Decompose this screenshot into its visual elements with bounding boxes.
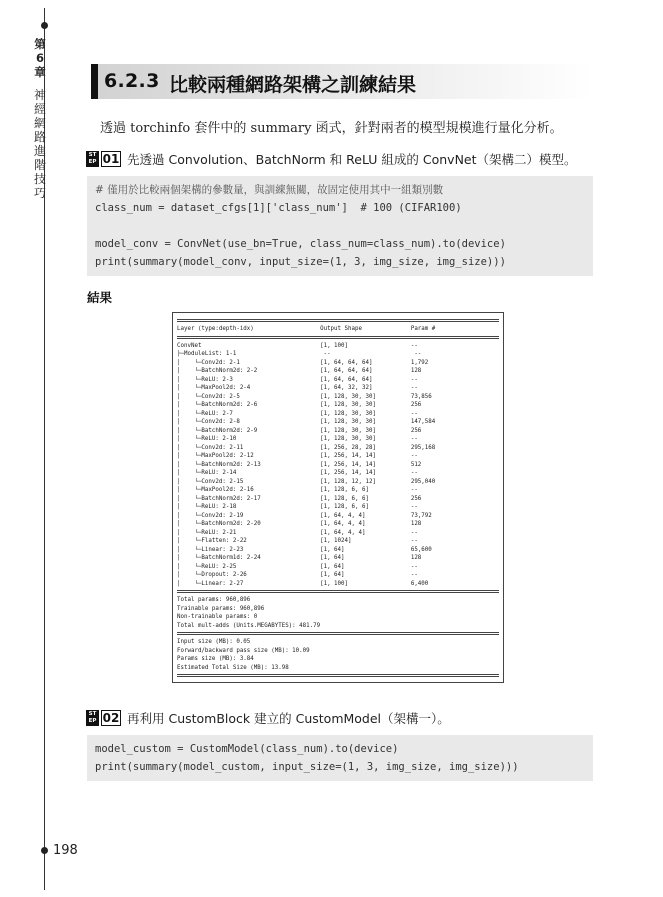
summary-row: │ └─ReLU: 2-7 [1, 128, 30, 30] -- (177, 410, 418, 417)
summary-row: │ └─BatchNorm2d: 2-6 [1, 128, 30, 30] 256 (177, 402, 422, 408)
summary-row: │ └─BatchNorm2d: 2-9 [1, 128, 30, 30] 256 (177, 427, 422, 434)
summary-total-line: Non-trainable params: 0 (177, 614, 258, 620)
summary-size-line: Params size (MB): 3.84 (177, 656, 254, 662)
summary-size-line: Estimated Total Size (MB): 13.98 (177, 664, 289, 671)
step-badge (86, 710, 99, 726)
step-number: 01 (102, 152, 120, 166)
summary-size-line: Forward/backward pass size (MB): 10.09 (177, 647, 310, 654)
summary-output (172, 312, 504, 683)
summary-row: │ └─ReLU: 2-3 [1, 64, 64, 64] -- (177, 376, 418, 383)
code-comment: # 僅用於比較兩個架構的參數量，與訓練無關，故固定使用其中一組類別數 (95, 184, 444, 196)
step-02 (86, 709, 450, 727)
summary-row: │ └─Conv2d: 2-11 [1, 256, 28, 28] 295,168 (177, 444, 436, 451)
summary-row: │ └─Conv2d: 2-19 [1, 64, 4, 4] 73,792 (177, 512, 432, 519)
margin-bullet-bottom (41, 847, 48, 854)
section-header (91, 64, 593, 99)
section-number: 6.2.3 (104, 70, 160, 92)
separator (177, 674, 499, 677)
summary-row: │ └─BatchNorm2d: 2-13 [1, 256, 14, 14] 512 (177, 461, 422, 468)
intro-paragraph: 透過 torchinfo 套件中的 summary 函式，針對兩者的模型規模進行量化分析。 (100, 121, 563, 136)
code-line: model_conv = ConvNet(use_bn=True, class_num=class_num).to(device) (95, 238, 506, 250)
step-badge-top: ST (88, 152, 97, 158)
summary-rows (177, 342, 499, 589)
summary-row: │ └─MaxPool2d: 2-16 [1, 128, 6, 6] -- (177, 487, 418, 493)
code-line: print(summary(model_conv, input_size=(1, 3, img_size, img_size))) (95, 256, 506, 268)
summary-total-line: Total mult-adds (Units.MEGABYTES): 481.79 (177, 622, 321, 629)
summary-row: │ └─ReLU: 2-10 [1, 128, 30, 30] -- (177, 436, 418, 442)
summary-row: │ └─MaxPool2d: 2-4 [1, 64, 32, 32] -- (177, 385, 418, 391)
step-badge (86, 151, 99, 167)
code-block-convnet (87, 176, 593, 276)
chapter-label: 第6章 (34, 37, 46, 79)
summary-row: │ └─BatchNorm1d: 2-24 [1, 64] 128 (177, 555, 422, 561)
chapter-topic: 神經網路進階技巧 (33, 88, 46, 200)
summary-row: │ └─ReLU: 2-21 [1, 64, 4, 4] -- (177, 529, 418, 536)
summary-row: │ └─ReLU: 2-18 [1, 128, 6, 6] -- (177, 504, 418, 510)
separator (177, 319, 499, 322)
summary-row: │ └─Conv2d: 2-8 [1, 128, 30, 30] 147,584 (177, 419, 436, 425)
summary-row: │ └─MaxPool2d: 2-12 [1, 256, 14, 14] -- (177, 453, 418, 459)
margin-bullet-top (41, 22, 48, 29)
result-label: 結果 (87, 290, 113, 305)
step-number: 02 (102, 711, 120, 725)
section-header-bar (91, 64, 98, 99)
summary-row: ├─ModuleList: 1-1 -- -- (177, 351, 422, 357)
section-title: 比較兩種網路架構之訓練結果 (169, 74, 417, 96)
summary-sizes (177, 638, 499, 672)
summary-row: │ └─BatchNorm2d: 2-2 [1, 64, 64, 64] 128 (177, 368, 422, 374)
summary-row: │ └─Flatten: 2-22 [1, 1024] -- (177, 538, 418, 544)
step-badge-bottom: EP (88, 159, 97, 165)
summary-row: │ └─Linear: 2-23 [1, 64] 65,600 (177, 546, 432, 553)
summary-total-line: Trainable params: 960,896 (177, 605, 265, 612)
summary-row: │ └─Conv2d: 2-1 [1, 64, 64, 64] 1,792 (177, 359, 429, 366)
summary-row: │ └─ReLU: 2-14 [1, 256, 14, 14] -- (177, 470, 418, 476)
summary-row: │ └─Conv2d: 2-5 [1, 128, 30, 30] 73,856 (177, 393, 432, 400)
code-line: class_num = dataset_cfgs[1]['class_num'] # 100 (CIFAR100) (95, 202, 462, 214)
step-badge-top: ST (88, 711, 97, 717)
page-number: 198 (53, 843, 78, 858)
step-text: 再利用 CustomBlock 建立的 CustomModel（架構一）。 (127, 711, 450, 726)
summary-row: │ └─BatchNorm2d: 2-20 [1, 64, 4, 4] 128 (177, 521, 422, 527)
separator (177, 632, 499, 635)
summary-totals (177, 596, 499, 630)
step-text: 先透過 Convolution、BatchNorm 和 ReLU 組成的 ConvNet（架構二）模型。 (127, 152, 577, 167)
summary-row: │ └─Linear: 2-27 [1, 100] 6,400 (177, 580, 429, 587)
summary-row: ConvNet [1, 100] -- (177, 342, 418, 349)
code-line: print(summary(model_custom, input_size=(1, 3, img_size, img_size))) (95, 761, 519, 773)
summary-row: │ └─Dropout: 2-26 [1, 64] -- (177, 572, 418, 578)
code-block-custom (87, 735, 593, 781)
step-01 (86, 150, 577, 168)
summary-row: │ └─BatchNorm2d: 2-17 [1, 128, 6, 6] 256 (177, 495, 422, 502)
summary-row: │ └─ReLU: 2-25 [1, 64] -- (177, 563, 418, 570)
summary-size-line: Input size (MB): 0.05 (177, 639, 251, 645)
separator (177, 590, 499, 593)
separator (177, 336, 499, 339)
summary-row: │ └─Conv2d: 2-15 [1, 128, 12, 12] 295,040 (177, 478, 436, 485)
summary-header: Layer (type:depth-idx) Output Shape Param # (177, 326, 436, 332)
code-line: model_custom = CustomModel(class_num).to(device) (95, 743, 399, 755)
summary-total-line: Total params: 960,896 (177, 597, 251, 603)
code-line-blank (95, 217, 585, 235)
step-badge-bottom: EP (88, 718, 97, 724)
